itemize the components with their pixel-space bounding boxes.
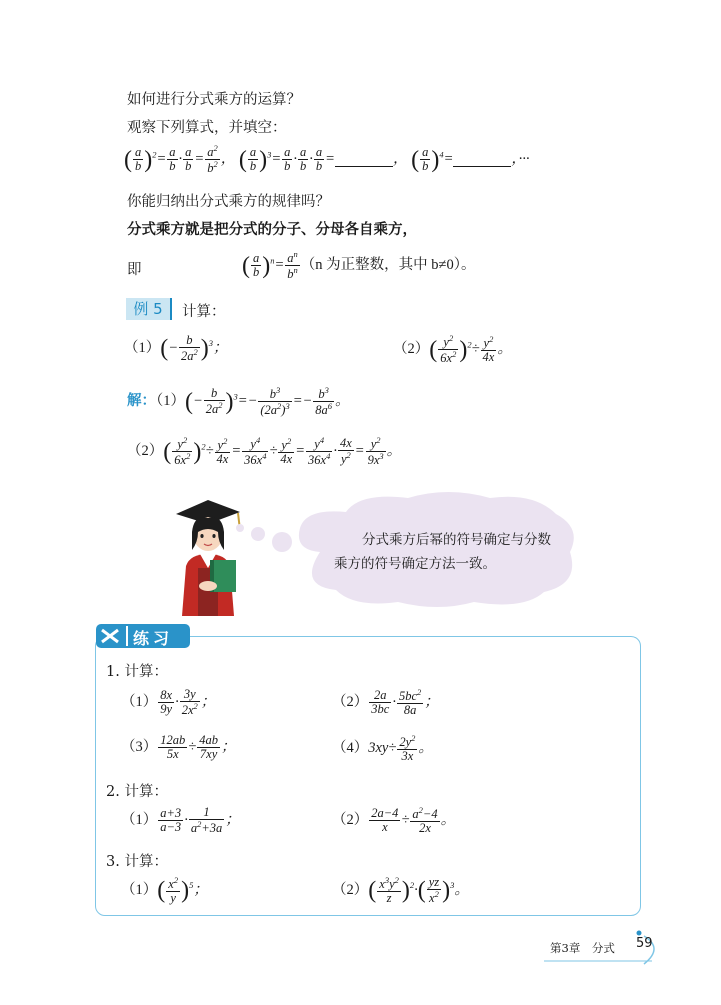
- speech-cloud: [228, 488, 583, 612]
- practice-q1: 1. 计算：: [106, 664, 168, 680]
- q1-item-1: （1） $\frac{8x}{9y}$ · $\frac{3y}{2x^2}$ ；: [121, 687, 216, 718]
- observation-formula: ( $\frac{a}{b}$ )$^2$= $\frac{a}{b}$ · $\frac{a}{b}$ = $\frac{a^2}{b^2}$ ， ( $\frac{a}{b}$ )$^3$= $\frac{a}{b}$ · $\frac{a}{b}$ · $\frac{a}{b}$ = ， ( $\frac{a}{b}$ )$^4$= ，···: [124, 143, 530, 176]
- q2-item-2: （2） $\frac{2a-4}{x}$ ÷ $\frac{a^2-4}{2x}$ 。: [332, 805, 456, 836]
- intro-question: 如何进行分式乘方的运算？: [127, 92, 301, 108]
- q3-item-2: （2）( $\frac{x^3y^2}{z}$ )$^2$·( $\frac{yz}{x^2}$ )$^3$。: [332, 875, 469, 906]
- practice-box: [95, 636, 641, 916]
- rule-statement: 分式乘方就是把分式的分子、分母各自乘方，: [127, 221, 417, 238]
- q1-item-2: （2） $\frac{2a}{3bc}$ · $\frac{5bc^2}{8a}$ ；: [332, 687, 439, 718]
- fill-blank-1[interactable]: [335, 152, 393, 167]
- example-problem-2: （2）( $\frac{y^2}{6x^2}$ )$^2$÷ $\frac{y^2}{4x}$ 。: [393, 333, 512, 366]
- speech-line-2: 乘方的符号确定方法一致。: [334, 556, 496, 572]
- fill-blank-2[interactable]: [453, 152, 511, 167]
- example-p1-label: （1）: [124, 340, 161, 357]
- intro-instruction: 观察下列算式，并填空：: [127, 120, 287, 136]
- solution-1: 解：（1）(− $\frac{b}{2a^2}$ )$^3$=− $\frac{b^3}{(2a^2)^3}$ =− $\frac{b^3}{8a^6}$ 。: [127, 385, 350, 418]
- example-problem-1: （1）(− $\frac{b}{2a^2}$ )$^3$；: [124, 333, 228, 364]
- rule-ji: 即: [127, 262, 142, 278]
- rule-formula: ( $\frac{a}{b}$ )$^n$= $\frac{a^n}{b^n}$ （n 为正整数，其中 b≠0）。: [242, 249, 476, 282]
- q1-item-3: （3） $\frac{12ab}{5x}$ ÷ $\frac{4ab}{7xy}$ ；: [121, 733, 236, 762]
- practice-q3: 3. 计算：: [106, 854, 168, 870]
- example-prompt: 计算：: [182, 304, 226, 320]
- rule-condition: （n 为正整数，其中 b≠0）。: [300, 257, 476, 274]
- q1-item-4: （4）3xy÷ $\frac{2y^2}{3x}$ 。: [332, 733, 433, 764]
- example-tag: 例 5: [126, 298, 170, 320]
- q3-item-1: （1）( $\frac{x^2}{y}$ )$^5$；: [121, 875, 208, 906]
- page-number: 59: [636, 936, 653, 951]
- q2-item-1: （1） $\frac{a+3}{a-3}$ · $\frac{1}{a^2+3a}$ ；: [121, 805, 240, 836]
- generalize-question: 你能归纳出分式乘方的规律吗？: [127, 194, 330, 210]
- example-p2-label: （2）: [393, 341, 430, 358]
- practice-q2: 2. 计算：: [106, 784, 168, 800]
- practice-title: 练习: [133, 629, 174, 648]
- footer-chapter: 第3章 分式: [550, 941, 615, 955]
- solution-2: （2）( $\frac{y^2}{6x^2}$ )$^2$÷ $\frac{y^2}{4x}$ = $\frac{y^4}{36x^4}$ ÷ $\frac{y^2}{4x}$ = $\frac{y^4}{36x^4}$ · $\frac{4x}{y^2}$ = $\frac{y^2}{9x^3}$ 。: [127, 435, 402, 468]
- speech-line-1: 分式乘方后幂的符号确定与分数: [362, 532, 551, 548]
- solution-label: 解：: [127, 393, 156, 410]
